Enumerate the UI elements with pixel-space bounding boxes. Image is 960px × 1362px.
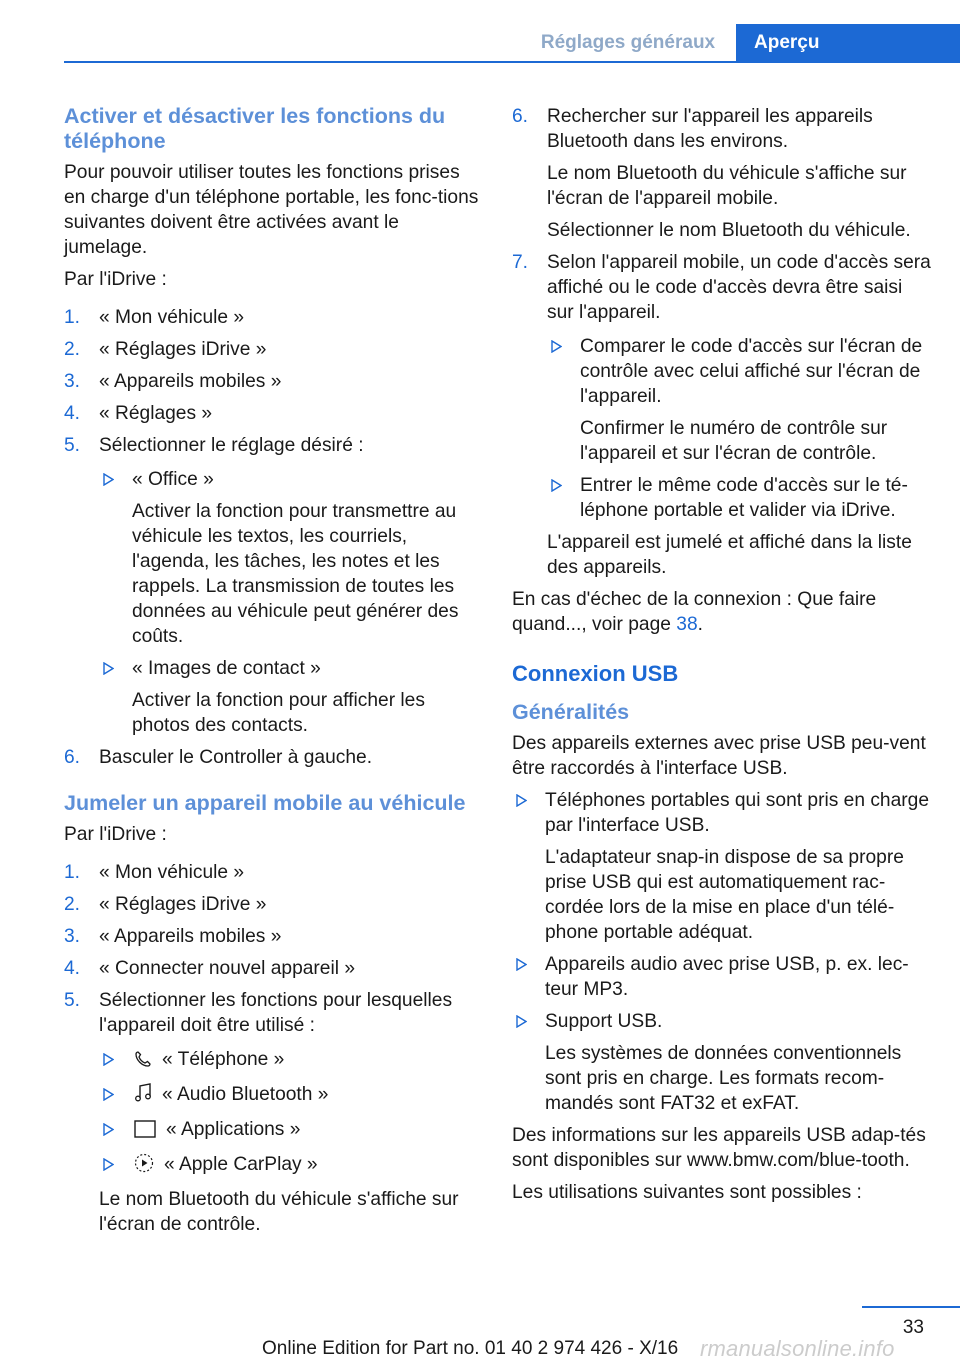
step-text: « Réglages iDrive » (99, 339, 267, 360)
sub-item-desc: Confirmer le numéro de contrôle sur l'appareil et sur l'écran de contrôle. (580, 418, 888, 464)
list-item (64, 745, 482, 770)
list-item (64, 401, 482, 426)
triangle-bullet-icon (103, 473, 114, 486)
sub-item-desc: Activer la fonction pour afficher les photos des contacts. (132, 690, 425, 736)
paragraph-failure (512, 587, 932, 637)
list-item (64, 337, 482, 362)
step-note: Le nom Bluetooth du véhicule s'affiche sur l'écran de contrôle. (99, 1189, 459, 1235)
usb-item-text: Support USB. (545, 1011, 663, 1032)
step-text: Selon l'appareil mobile, un code d'accès sera affiché ou le code d'accès devra être saisi sur l'appareil. (547, 252, 931, 323)
list-item (99, 1152, 482, 1180)
step-text: « Réglages » (99, 403, 213, 424)
step-text: « Appareils mobiles » (99, 371, 282, 392)
active-tab: Aperçu (736, 24, 960, 62)
triangle-bullet-icon (103, 1053, 114, 1066)
sub-item-text: Entrer le même code d'accès sur le té-léphone portable et valider via iDrive. (580, 475, 908, 521)
step-text: « Appareils mobiles » (99, 926, 282, 947)
step-number: 6. (64, 747, 81, 768)
step-number: 2. (64, 894, 81, 915)
list-item (99, 1082, 482, 1110)
sub-list (99, 1047, 482, 1180)
list-item (64, 988, 482, 1237)
list-item (99, 656, 482, 738)
app-window-icon (134, 1120, 156, 1145)
paragraph-info: Des informations sur les appareils USB adap-tés sont disponibles sur www.bmw.com/blue-tooth. (512, 1125, 926, 1171)
play-circle-icon (134, 1153, 154, 1180)
list-item (64, 369, 482, 394)
header-tabs (520, 24, 960, 62)
right-column (512, 104, 932, 1212)
step-note: L'appareil est jumelé et affiché dans la liste des appareils. (547, 532, 912, 578)
list-item (512, 952, 932, 1002)
paragraph-uses: Les utilisations suivantes sont possibles : (512, 1182, 862, 1203)
function-label: « Téléphone » (162, 1049, 285, 1070)
sub-item-desc: Activer la fonction pour transmettre au véhicule les textos, les courriels, l'agenda, les tâches, les notes et les rappels. La transmission de toutes les données au véhicule peut générer des coûts. (132, 501, 459, 647)
header-rule (64, 61, 960, 63)
function-label: « Apple CarPlay » (164, 1154, 318, 1175)
step-text: Basculer le Controller à gauche. (99, 747, 373, 768)
list-item (64, 860, 482, 885)
triangle-bullet-icon (516, 794, 527, 807)
steps-list-2 (64, 860, 482, 1237)
paragraph-usb-intro: Des appareils externes avec prise USB peu-vent être raccordés à l'interface USB. (512, 733, 926, 779)
triangle-bullet-icon (103, 1158, 114, 1171)
step-number: 4. (64, 958, 81, 979)
section-tab: Réglages généraux (520, 24, 736, 62)
function-label: « Applications » (166, 1119, 301, 1140)
triangle-bullet-icon (103, 662, 114, 675)
page-number: 33 (902, 1317, 924, 1338)
sub-item-text: Comparer le code d'accès sur l'écran de contrôle avec celui affiché sur l'écran de l'appareil. (580, 336, 923, 407)
step-number: 6. (512, 106, 529, 127)
step-number: 3. (64, 371, 81, 392)
step-text: « Connecter nouvel appareil » (99, 958, 356, 979)
step-number: 5. (64, 435, 81, 456)
music-note-icon (134, 1083, 152, 1110)
usb-device-list (512, 788, 932, 1116)
paragraph-intro: Pour pouvoir utiliser toutes les fonctions prises en charge d'un téléphone portable, les fonc-tions suivantes doivent être activées avant le jumelage. (64, 162, 479, 258)
footer-rule (862, 1306, 960, 1308)
triangle-bullet-icon (103, 1088, 114, 1101)
phone-icon (134, 1050, 152, 1075)
step-number: 7. (512, 252, 529, 273)
steps-list-1 (64, 305, 482, 770)
usb-item-desc: L'adaptateur snap-in dispose de sa propre prise USB qui est automatiquement rac-cordée lors de la mise en place d'un télé-phone portable adéquat. (545, 847, 904, 943)
list-item (547, 334, 932, 466)
list-item (512, 104, 932, 243)
step-number: 3. (64, 926, 81, 947)
list-item (99, 1047, 482, 1075)
usb-item-desc: Les systèmes de données conventionnels sont pris en charge. Les formats recom-mandés sont FAT32 et exFAT. (545, 1043, 902, 1114)
step-number: 1. (64, 862, 81, 883)
step-text: Sélectionner le réglage désiré : (99, 435, 364, 456)
paragraph-idrive-2: Par l'iDrive : (64, 824, 167, 845)
list-item (64, 433, 482, 738)
list-item (99, 467, 482, 649)
list-item (547, 473, 932, 523)
sub-list (99, 467, 482, 738)
failure-text-end: . (697, 614, 703, 635)
triangle-bullet-icon (516, 1015, 527, 1028)
sub-item-title: « Office » (132, 469, 214, 490)
heading-pair-device: Jumeler un appareil mobile au véhicule (64, 791, 466, 815)
heading-general: Généralités (512, 700, 630, 724)
page-link[interactable]: 38 (676, 614, 698, 635)
steps-list-3 (512, 104, 932, 580)
list-item (512, 1009, 932, 1116)
usb-item-text: Téléphones portables qui sont pris en charge par l'interface USB. (545, 790, 929, 836)
list-item (64, 892, 482, 917)
paragraph-idrive: Par l'iDrive : (64, 269, 167, 290)
triangle-bullet-icon (551, 479, 562, 492)
triangle-bullet-icon (103, 1123, 114, 1136)
edition-line: Online Edition for Part no. 01 40 2 974 426 - X/16 (262, 1338, 679, 1359)
list-item (99, 1117, 482, 1145)
failure-text: En cas d'échec de la connexion : Que faire quand..., voir page (512, 589, 877, 635)
left-column (64, 104, 482, 1244)
sub-list (547, 334, 932, 523)
list-item (64, 924, 482, 949)
step-text: Rechercher sur l'appareil les appareils Bluetooth dans les environs. (547, 106, 873, 152)
watermark: rmanualsonline.info (700, 1336, 895, 1361)
triangle-bullet-icon (516, 958, 527, 971)
step-number: 2. (64, 339, 81, 360)
step-number: 5. (64, 990, 81, 1011)
step-note: Sélectionner le nom Bluetooth du véhicule. (547, 220, 911, 241)
list-item (512, 788, 932, 945)
triangle-bullet-icon (551, 340, 562, 353)
step-number: 1. (64, 307, 81, 328)
sub-item-title: « Images de contact » (132, 658, 321, 679)
step-text: « Réglages iDrive » (99, 894, 267, 915)
step-note: Le nom Bluetooth du véhicule s'affiche sur l'écran de l'appareil mobile. (547, 163, 907, 209)
heading-phone-functions: Activer et désactiver les fonctions du téléphone (64, 104, 446, 153)
list-item (512, 250, 932, 580)
step-text: Sélectionner les fonctions pour lesquelles l'appareil doit être utilisé : (99, 990, 453, 1036)
list-item (64, 305, 482, 330)
step-text: « Mon véhicule » (99, 307, 245, 328)
usb-item-text: Appareils audio avec prise USB, p. ex. lec-teur MP3. (545, 954, 909, 1000)
heading-usb-connection: Connexion USB (512, 661, 679, 686)
step-number: 4. (64, 403, 81, 424)
list-item (64, 956, 482, 981)
step-text: « Mon véhicule » (99, 862, 245, 883)
function-label: « Audio Bluetooth » (162, 1084, 329, 1105)
